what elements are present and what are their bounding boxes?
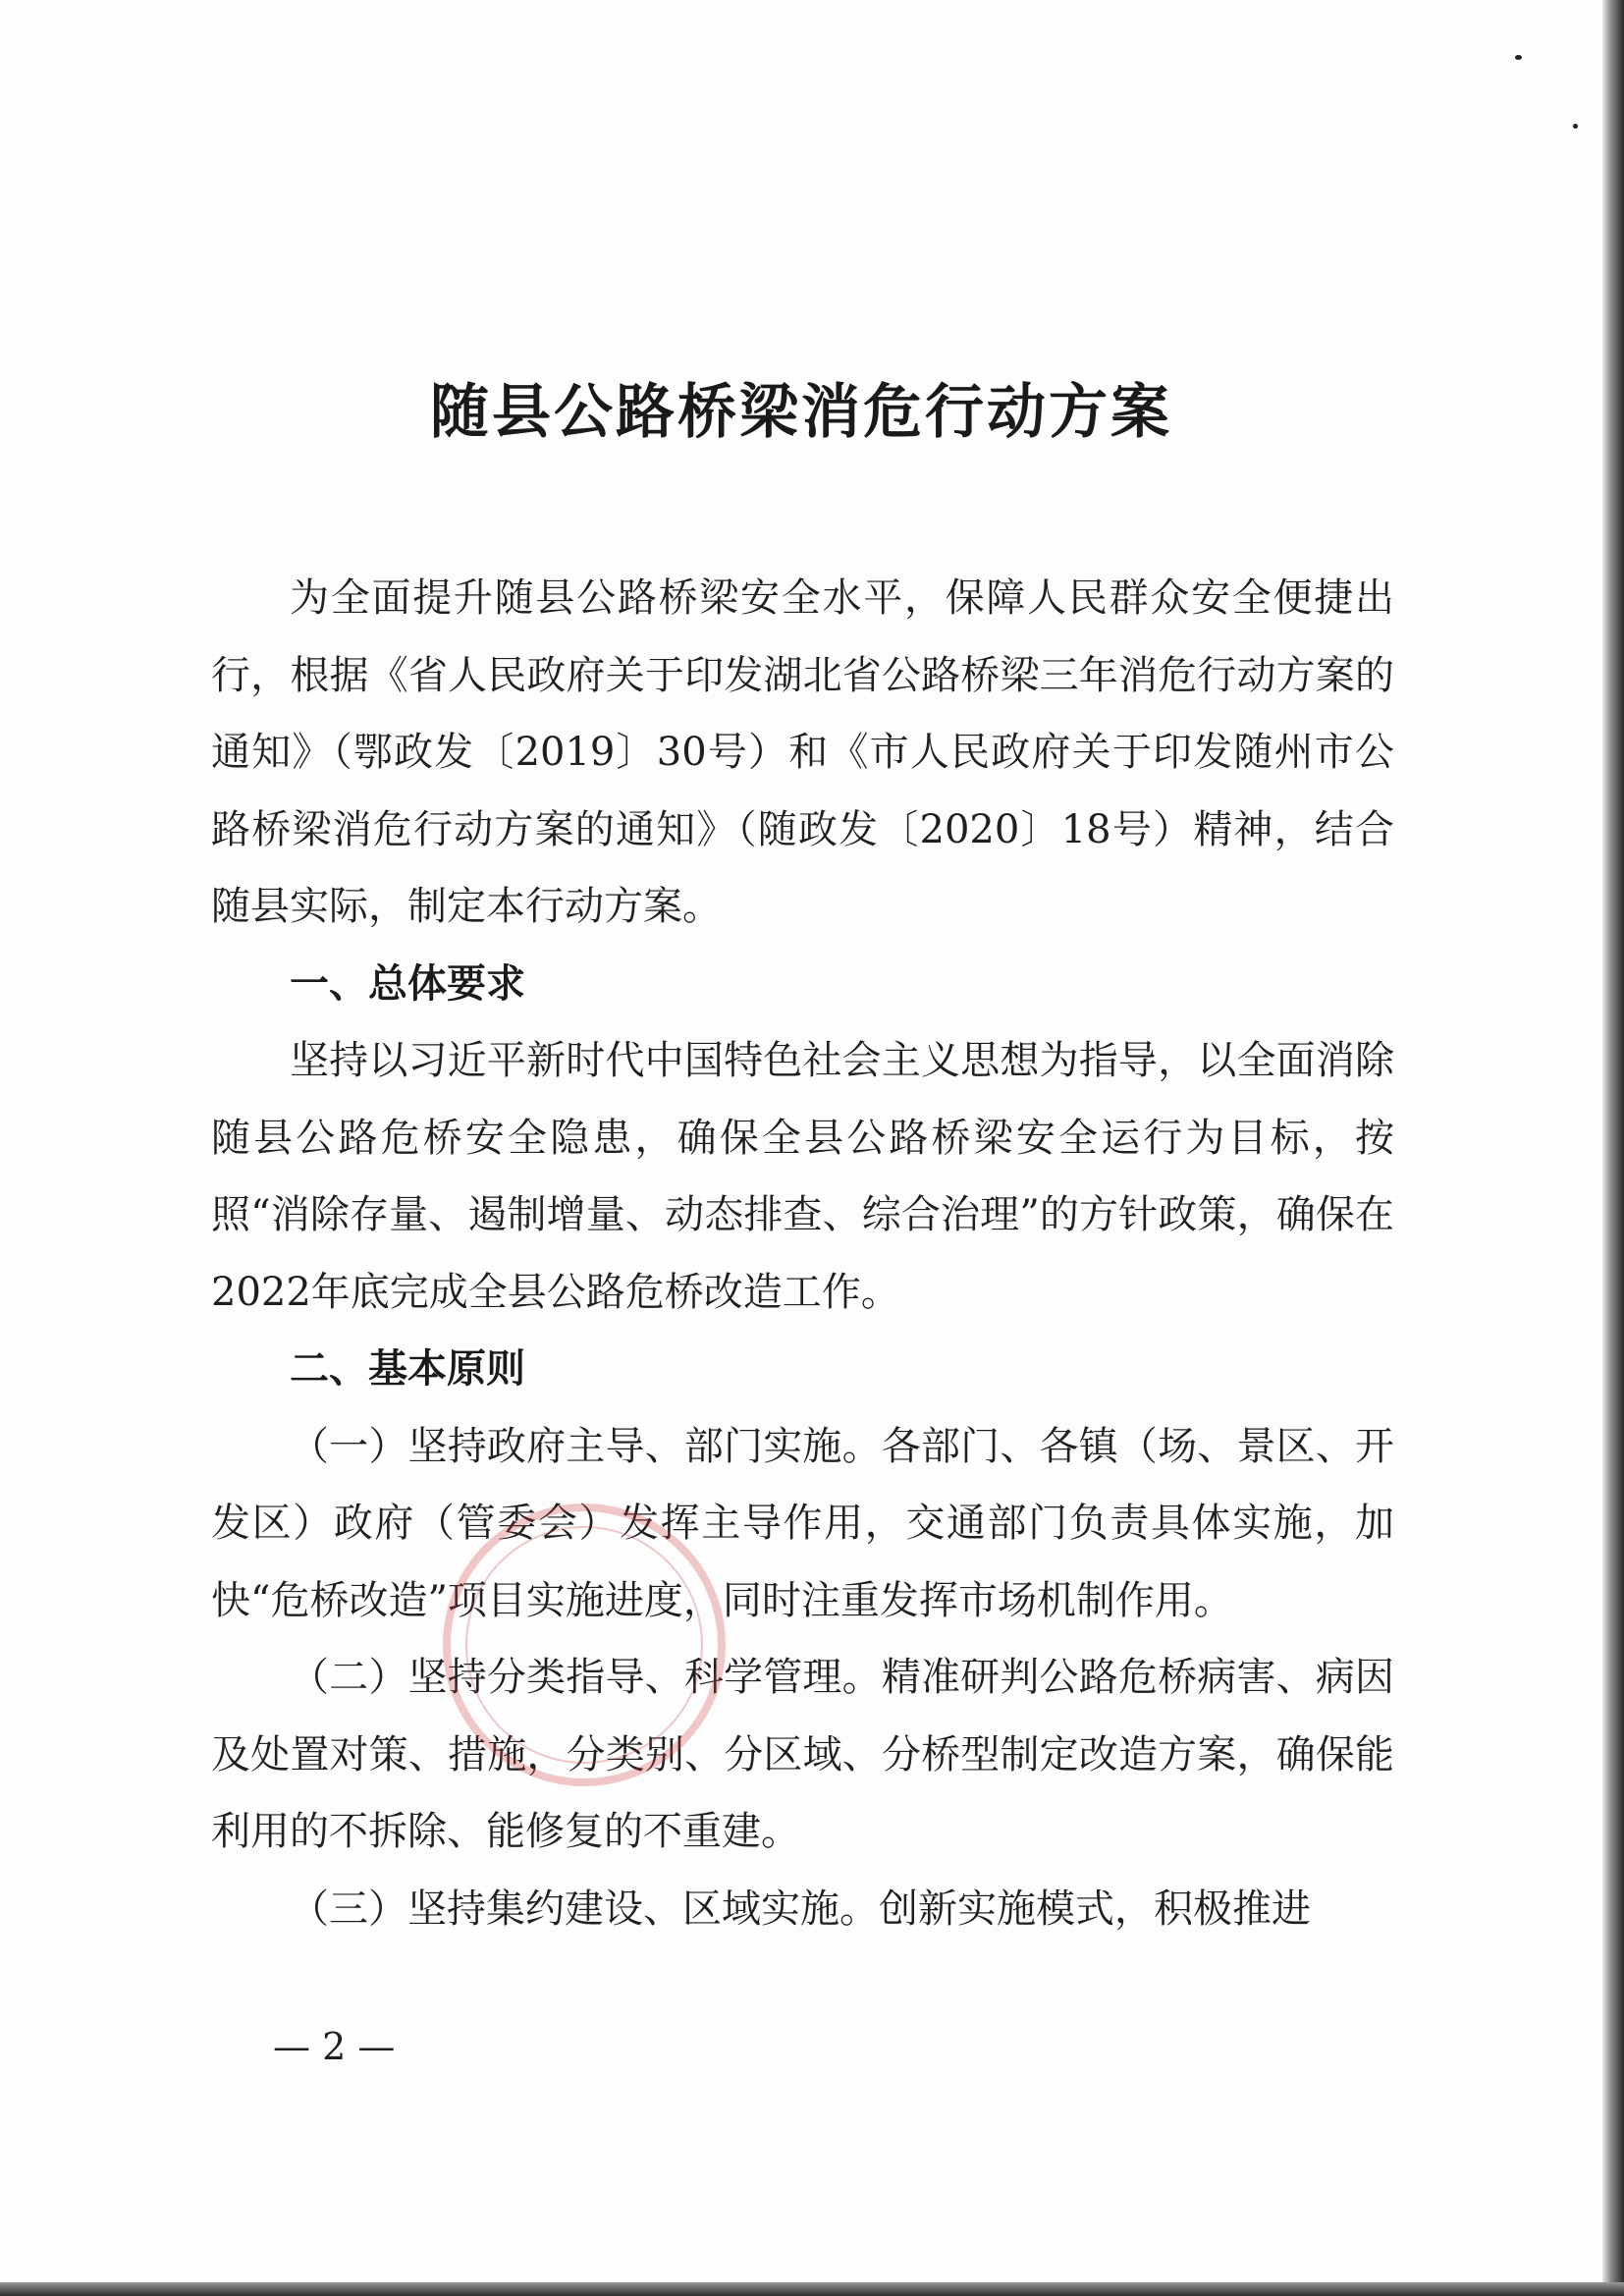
body-paragraph: 为全面提升随县公路桥梁安全水平，保障人民群众安全便捷出行，根据《省人民政府关于印发湖北省公路桥梁三年消危行动方案的通知》（鄂政发〔2019〕30号）和《市人民政府关于印发随州市公路桥梁消危行动方案的通知》（随政发〔2020〕18号）精神，结合随县实际，制定本行动方案。 xyxy=(211,575,1394,929)
body-paragraph: （二）坚持分类指导、科学管理。精准研判公路危桥病害、病因及处置对策、措施，分类别、分区域、分桥型制定改造方案，确保能利用的不拆除、能修复的不重建。 xyxy=(211,1655,1394,1854)
section-heading: 一、总体要求 xyxy=(290,960,525,1007)
body-paragraph: （三）坚持集约建设、区域实施。创新实施模式，积极推进 xyxy=(290,1886,1311,1932)
page-number: — 2 — xyxy=(273,2025,396,2068)
document-body xyxy=(211,560,1394,1947)
section-heading: 二、基本原则 xyxy=(290,1346,525,1392)
scan-edge-bottom xyxy=(0,2282,1624,2296)
body-paragraph: （一）坚持政府主导、部门实施。各部门、各镇（场、景区、开发区）政府（管委会）发挥主导作用，交通部门负责具体实施，加快“危桥改造”项目实施进度，同时注重发挥市场机制作用。 xyxy=(211,1423,1394,1623)
scan-speck xyxy=(1515,55,1522,60)
document-title: 随县公路桥梁消危行动方案 xyxy=(430,378,1172,447)
scan-speck xyxy=(1573,124,1578,129)
body-paragraph: 坚持以习近平新时代中国特色社会主义思想为指导，以全面消除随县公路危桥安全隐患，确保全县公路桥梁安全运行为目标，按照“消除存量、遏制增量、动态排查、综合治理”的方针政策，确保在2022年底完成全县公路危桥改造工作。 xyxy=(211,1038,1394,1315)
scan-edge-right xyxy=(1602,0,1624,2296)
